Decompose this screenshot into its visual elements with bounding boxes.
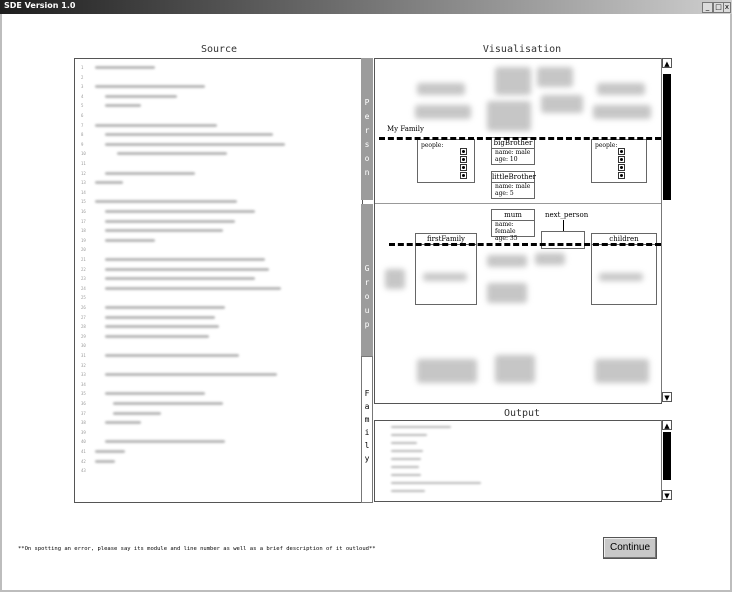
object-field: age: 35 xyxy=(495,235,518,242)
next-person-object[interactable] xyxy=(541,231,585,249)
blurred-object xyxy=(595,359,649,383)
person-letter: n xyxy=(364,168,370,177)
line-number: 3 xyxy=(81,84,84,90)
people-list-left[interactable] xyxy=(417,139,475,183)
output-scrollbar[interactable] xyxy=(661,420,672,500)
object-field: name: male xyxy=(495,149,531,156)
code-line xyxy=(105,229,223,232)
my-family-label: My Family xyxy=(387,125,424,133)
output-panel[interactable] xyxy=(374,420,662,502)
ref-slot xyxy=(460,156,467,163)
code-line xyxy=(95,85,205,88)
code-line xyxy=(105,335,209,338)
source-title: Source xyxy=(200,44,238,55)
line-number: 40 xyxy=(81,439,86,445)
family-letter: l xyxy=(364,441,370,450)
group-letter: u xyxy=(364,306,370,315)
blurred-object xyxy=(495,355,535,383)
line-number: 38 xyxy=(81,420,86,426)
output-line xyxy=(391,474,421,476)
tab-family[interactable] xyxy=(361,356,373,503)
group-letter: p xyxy=(364,320,370,329)
close-icon[interactable]: x xyxy=(724,3,730,11)
ref-slot xyxy=(460,164,467,171)
object-field: age: 5 xyxy=(495,190,514,197)
continue-button[interactable]: Continue xyxy=(603,537,657,559)
line-number: 4 xyxy=(81,93,84,99)
output-line xyxy=(391,466,419,468)
visualisation-scrollbar[interactable] xyxy=(661,58,672,402)
line-number: 18 xyxy=(81,228,86,234)
code-line xyxy=(117,152,227,155)
object-field: age: 10 xyxy=(495,156,518,163)
blurred-object xyxy=(537,67,573,87)
object-header: mum xyxy=(492,210,534,221)
code-line xyxy=(95,66,155,69)
code-line xyxy=(105,133,273,136)
little-brother-object[interactable] xyxy=(491,171,535,199)
code-line xyxy=(105,258,265,261)
person-letter: o xyxy=(364,154,370,163)
object-header: children xyxy=(592,234,656,245)
code-line xyxy=(113,402,223,405)
output-line xyxy=(391,482,481,484)
line-number: 12 xyxy=(81,170,86,176)
line-number: 26 xyxy=(81,305,86,310)
code-line xyxy=(105,421,141,424)
object-field: name: male xyxy=(495,183,531,190)
group-letter: o xyxy=(364,292,370,301)
object-header: firstFamily xyxy=(416,234,476,245)
code-line xyxy=(105,277,255,280)
blurred-object xyxy=(415,105,471,119)
blurred-object xyxy=(597,83,645,95)
code-line xyxy=(105,325,219,328)
line-number: 22 xyxy=(81,266,86,272)
line-number: 25 xyxy=(81,295,86,301)
line-number: 34 xyxy=(81,381,86,387)
scroll-down-icon[interactable]: ▼ xyxy=(662,392,672,402)
line-number: 13 xyxy=(81,180,86,186)
visualisation-panel[interactable] xyxy=(374,58,662,404)
mum-object[interactable] xyxy=(491,209,535,242)
code-line xyxy=(95,200,237,203)
group-letter: r xyxy=(364,278,370,287)
code-line xyxy=(105,306,225,309)
scroll-up-icon[interactable]: ▲ xyxy=(662,420,672,430)
line-number: 32 xyxy=(81,362,86,368)
line-number: 6 xyxy=(81,113,84,118)
line-number: 2 xyxy=(81,74,84,80)
object-header: littleBrother xyxy=(492,173,536,181)
code-line xyxy=(105,172,195,175)
line-number: 39 xyxy=(81,429,86,435)
line-number: 27 xyxy=(81,314,86,320)
tab-person[interactable] xyxy=(361,58,373,200)
line-number: 29 xyxy=(81,333,86,339)
line-number: 1 xyxy=(81,65,84,70)
instruction-text: **On spotting an error, please say its module and line number as well as a brief description of it outloud** xyxy=(18,546,376,552)
line-number: 19 xyxy=(81,237,86,243)
dashed-divider xyxy=(379,137,661,140)
line-number: 9 xyxy=(81,141,84,147)
scroll-thumb[interactable] xyxy=(663,74,671,200)
line-number: 42 xyxy=(81,458,86,464)
minimize-icon[interactable]: _ xyxy=(702,2,713,13)
output-line xyxy=(391,490,425,492)
code-line xyxy=(105,373,277,376)
code-line xyxy=(95,124,217,127)
code-line xyxy=(95,460,115,463)
code-line xyxy=(105,316,215,319)
line-number: 23 xyxy=(81,276,86,282)
person-letter: P xyxy=(364,98,370,107)
line-number: 17 xyxy=(81,218,86,224)
source-code-panel[interactable] xyxy=(74,58,363,503)
object-field: name: female xyxy=(495,221,516,235)
line-number: 30 xyxy=(81,343,86,349)
blurred-object xyxy=(541,95,583,113)
visualisation-title: Visualisation xyxy=(482,44,562,55)
maximize-icon[interactable]: □ xyxy=(713,2,724,13)
output-line xyxy=(391,434,427,436)
code-line xyxy=(95,181,123,184)
blurred-object xyxy=(417,83,465,95)
blurred-object xyxy=(417,359,477,383)
code-line xyxy=(113,412,161,415)
code-line xyxy=(105,220,235,223)
blurred-object xyxy=(593,105,651,119)
line-number: 28 xyxy=(81,324,86,330)
code-line xyxy=(105,287,281,290)
code-line xyxy=(105,143,285,146)
output-line xyxy=(391,450,423,452)
ref-slot xyxy=(460,172,467,179)
ref-slot xyxy=(618,148,625,155)
blurred-object xyxy=(599,273,643,281)
blurred-object xyxy=(495,67,531,95)
code-line xyxy=(105,210,255,213)
blurred-object xyxy=(535,253,565,265)
family-letter: F xyxy=(364,389,370,398)
next-person-label: next_person xyxy=(545,211,589,219)
line-number: 15 xyxy=(81,199,86,205)
blurred-object xyxy=(487,283,527,303)
line-number: 33 xyxy=(81,372,86,378)
code-line xyxy=(95,450,125,453)
code-line xyxy=(105,268,269,271)
section-divider xyxy=(375,203,661,204)
blurred-object xyxy=(487,255,527,267)
line-number: 10 xyxy=(81,151,86,157)
output-line xyxy=(391,458,421,460)
people-label: people: xyxy=(421,142,444,149)
scroll-thumb[interactable] xyxy=(663,432,671,480)
person-letter: r xyxy=(364,126,370,135)
person-letter: e xyxy=(364,112,370,121)
code-line xyxy=(105,440,225,443)
code-line xyxy=(105,239,155,242)
scroll-up-icon[interactable]: ▲ xyxy=(662,58,672,68)
title-bar xyxy=(0,0,732,14)
dashed-divider xyxy=(389,243,661,246)
line-number: 36 xyxy=(81,401,86,406)
output-line xyxy=(391,426,451,428)
family-letter: a xyxy=(364,402,370,411)
line-number: 43 xyxy=(81,468,86,474)
window-title: SDE Version 1.0 xyxy=(4,1,76,10)
class-tab-strip xyxy=(361,58,373,503)
line-number: 35 xyxy=(81,391,86,397)
blurred-object xyxy=(385,269,405,289)
family-letter: y xyxy=(364,454,370,463)
blurred-object xyxy=(487,101,531,131)
blurred-object xyxy=(423,273,467,281)
scroll-down-icon[interactable]: ▼ xyxy=(662,490,672,500)
group-letter: G xyxy=(364,264,370,273)
line-number: 16 xyxy=(81,209,86,214)
line-number: 37 xyxy=(81,410,86,416)
family-letter: m xyxy=(364,415,370,424)
ref-slot xyxy=(618,156,625,163)
family-letter: i xyxy=(364,428,370,437)
ref-slot xyxy=(460,148,467,155)
line-number: 5 xyxy=(81,103,84,109)
line-number: 20 xyxy=(81,247,86,253)
ref-slot xyxy=(618,164,625,171)
code-line xyxy=(105,95,177,98)
code-line xyxy=(105,104,141,107)
ref-slot xyxy=(618,172,625,179)
line-number: 14 xyxy=(81,189,86,195)
line-number: 31 xyxy=(81,353,86,358)
object-header: bigBrother xyxy=(493,139,533,147)
people-label: people: xyxy=(595,142,618,149)
code-line xyxy=(105,392,205,395)
person-letter: s xyxy=(364,140,370,149)
code-line xyxy=(105,354,239,357)
people-list-right[interactable] xyxy=(591,139,647,183)
line-number: 8 xyxy=(81,132,84,138)
line-number: 41 xyxy=(81,449,86,454)
output-title: Output xyxy=(503,408,541,419)
line-number: 11 xyxy=(81,161,86,166)
big-brother-object[interactable] xyxy=(491,137,535,165)
output-line xyxy=(391,442,417,444)
line-number: 7 xyxy=(81,122,84,128)
line-number: 21 xyxy=(81,257,86,262)
line-number: 24 xyxy=(81,285,86,291)
